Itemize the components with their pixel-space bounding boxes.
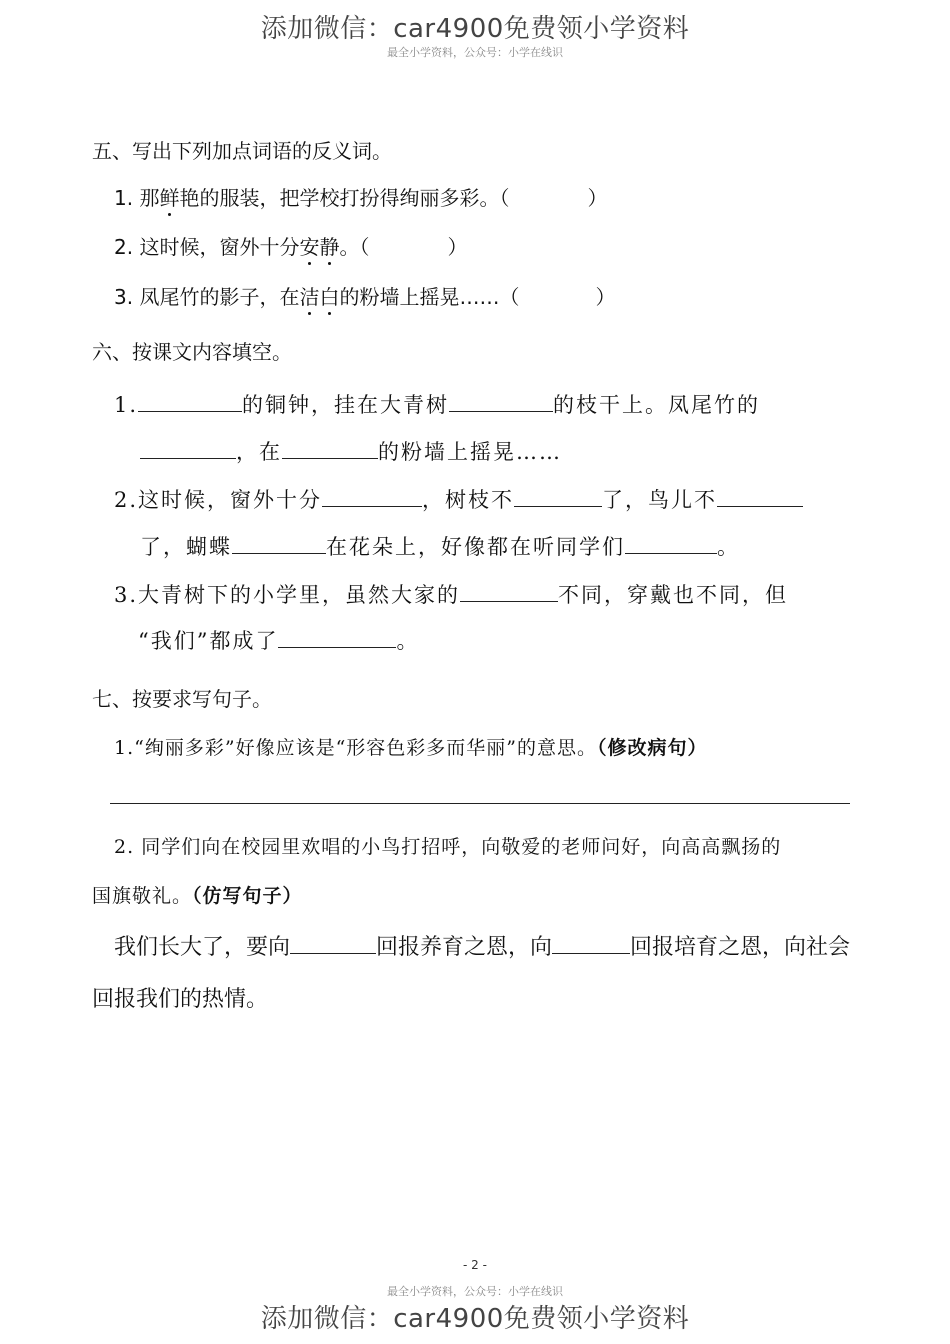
s7-fill-b: 回报养育之恩，向	[376, 935, 553, 960]
s5-q1-close: ）	[587, 186, 608, 210]
s6-q3-line1	[114, 579, 788, 609]
s5-q1-num: 1.	[114, 186, 134, 210]
s6-q1-b: 的枝干上。凤尾竹的	[553, 393, 761, 417]
watermark-top-sub: 最全小学资料，公众号：小学在线识	[387, 46, 563, 59]
s6-q1-line1	[114, 389, 760, 419]
s5-q3-close: ）	[595, 285, 616, 309]
watermark-bottom-sub: 最全小学资料，公众号：小学在线识	[387, 1285, 563, 1298]
s6-q3-blank-2[interactable]	[278, 627, 396, 648]
s5-q3-after: 的粉墙上摇晃……（	[339, 285, 520, 309]
s6-q3-c: “我们”都成了	[138, 629, 279, 653]
s6-q2-blank-5[interactable]	[625, 533, 717, 554]
section-7-title: 七、按要求写句子。	[92, 687, 272, 711]
s6-q3-b: 不同，穿戴也不同，但	[558, 583, 789, 607]
s6-q2-e: 在花朵上，好像都在听同学们	[326, 535, 625, 559]
s6-q2-blank-1[interactable]	[322, 486, 422, 507]
s7-fill-c: 回报培育之恩，向社会	[630, 935, 851, 960]
s6-q1-num: 1.	[114, 393, 139, 417]
s6-q2-a: 这时候，窗外十分	[138, 488, 323, 512]
section-6-title: 六、按课文内容填空。	[92, 340, 292, 364]
s7-q1-tag: （修改病句）	[597, 737, 708, 759]
watermark-bottom: 添加微信：car4900免费领小学资料	[260, 1304, 690, 1334]
s6-q1-blank-2[interactable]	[449, 391, 553, 412]
s5-q3-dot-char-1: 洁	[299, 285, 320, 309]
s6-q1-d: 的粉墙上摇晃……	[378, 440, 562, 464]
s7-q2-line1	[114, 832, 781, 859]
s5-q1-after: 的服装，把学校打扮得绚丽多彩。（	[199, 186, 510, 210]
s6-q2-blank-2[interactable]	[514, 486, 602, 507]
s6-q1-line2	[140, 436, 562, 466]
s5-q3	[114, 281, 615, 310]
s6-q3-a: 大青树下的小学里，虽然大家的	[138, 583, 461, 607]
s6-q2-line2	[140, 531, 740, 561]
s7-q2-text2: 国旗敬礼。	[92, 885, 193, 907]
s7-q2-text: 同学们向在校园里欢唱的小鸟打招呼，向敬爱的老师问好，向高高飘扬的	[141, 836, 782, 858]
s7-q2-fill-line2	[92, 982, 268, 1013]
s7-fill-blank-1[interactable]	[290, 933, 376, 954]
s6-q2-b: ，树枝不	[422, 488, 515, 512]
s7-q1	[114, 733, 708, 760]
s6-q3-blank-1[interactable]	[460, 581, 558, 602]
s6-q1-blank-3[interactable]	[140, 438, 236, 459]
s6-q1-c: ，在	[236, 440, 282, 464]
page-number: - 2 -	[463, 1258, 487, 1272]
s5-q1-mid: 艳	[179, 186, 200, 210]
s7-q1-text: “绚丽多彩”好像应该是“形容色彩多而华丽”的意思。	[134, 737, 597, 759]
s5-q2-num: 2.	[114, 235, 134, 259]
s5-q2-dot-char-2: 静	[319, 235, 340, 259]
watermark-top: 添加微信：car4900免费领小学资料	[260, 14, 690, 44]
s6-q2-num: 2.	[114, 488, 139, 512]
s5-q2-after: 。（	[339, 235, 370, 259]
s6-q1-blank-4[interactable]	[282, 438, 378, 459]
s5-q3-num: 3.	[114, 285, 134, 309]
s5-q3-before: 凤尾竹的影子，在	[139, 285, 300, 309]
s5-q3-dot-char-2: 白	[319, 285, 340, 309]
s6-q2-f: 。	[717, 535, 740, 559]
s7-q1-num: 1.	[114, 737, 135, 759]
s5-q1-before: 那	[139, 186, 160, 210]
s7-fill-d: 回报我们的热情。	[92, 987, 269, 1012]
s7-q2-line2	[92, 881, 303, 908]
s6-q2-c: 了，鸟儿不	[602, 488, 718, 512]
s6-q2-blank-4[interactable]	[232, 533, 326, 554]
s7-q1-answer-line[interactable]	[110, 803, 850, 804]
s6-q3-line2	[138, 625, 419, 655]
s6-q2-blank-3[interactable]	[717, 486, 803, 507]
s6-q1-blank-1[interactable]	[138, 391, 242, 412]
s5-q1	[114, 182, 607, 211]
s6-q2-line1	[114, 484, 803, 514]
s5-q2-close: ）	[447, 235, 468, 259]
s6-q2-d: 了，蝴蝶	[140, 535, 232, 559]
s6-q1-a: 的铜钟，挂在大青树	[242, 393, 450, 417]
s7-fill-blank-2[interactable]	[552, 933, 630, 954]
s5-q2-dot-char-1: 安	[299, 235, 320, 259]
s7-q2-fill-line1	[114, 930, 850, 961]
s6-q3-num: 3.	[114, 583, 139, 607]
s7-q2-tag: （仿写句子）	[192, 885, 303, 907]
s5-q2-before: 这时候，窗外十分	[139, 235, 300, 259]
s6-q3-d: 。	[396, 629, 420, 653]
section-5-title: 五、写出下列加点词语的反义词。	[92, 139, 392, 163]
s7-fill-a: 我们长大了，要向	[114, 935, 291, 960]
s7-q2-num: 2.	[114, 836, 135, 858]
s5-q1-dot-char: 鲜	[159, 186, 180, 210]
s5-q2	[114, 231, 467, 260]
